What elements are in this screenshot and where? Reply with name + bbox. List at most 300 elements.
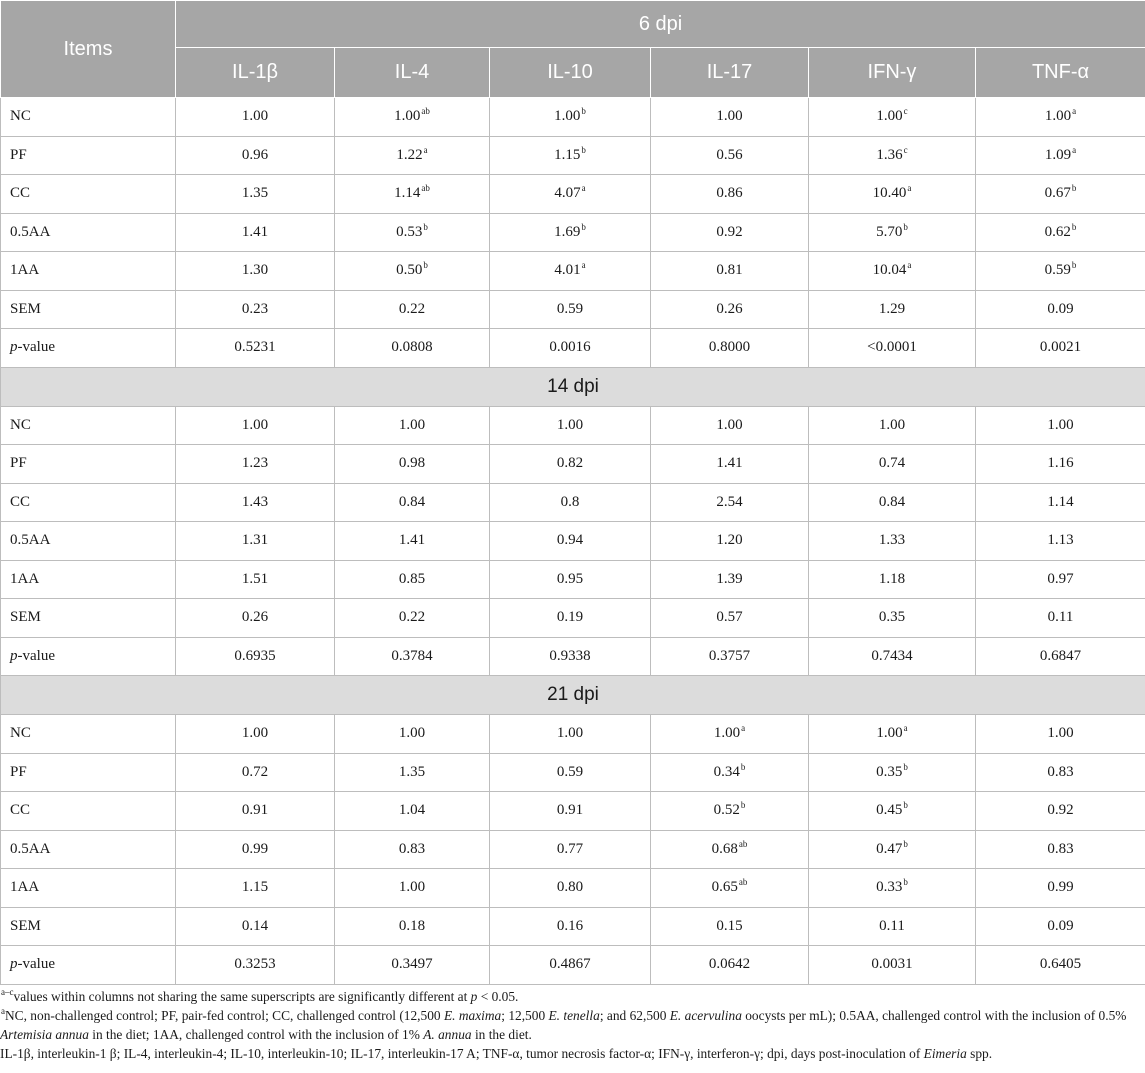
cell-value: 0.77: [556, 840, 584, 857]
cell-value: 1.22: [396, 146, 423, 163]
footnote-significance: [0, 987, 1136, 1006]
cell-value: 0.9338: [549, 647, 591, 664]
cell-value: 10.04: [872, 262, 907, 279]
data-cell: [176, 715, 335, 754]
cell-value: 0.94: [556, 532, 584, 549]
data-cell: [176, 445, 335, 484]
cell-value: 1.18: [878, 570, 906, 587]
data-cell: [335, 136, 490, 175]
table-row: [1, 483, 1145, 522]
data-cell: [809, 406, 976, 445]
cell-value: 1.14: [394, 185, 421, 202]
data-cell: [176, 599, 335, 638]
data-cell: [176, 830, 335, 869]
section-header-row: [1, 676, 1145, 715]
row-label: 1AA: [1, 252, 176, 291]
cell-value: 0.26: [241, 609, 269, 626]
cell-value: 0.96: [241, 146, 269, 163]
significance-superscript: b: [423, 260, 428, 271]
cell-value: 1.13: [1047, 532, 1074, 549]
cell-value: 0.3253: [234, 956, 276, 973]
footnote-cytokines: [0, 1044, 1136, 1063]
row-label: [1, 329, 176, 368]
footnotes: [0, 985, 1145, 1063]
data-cell: [176, 290, 335, 329]
cell-value: 1.69: [554, 223, 581, 240]
cell-value: 0.45: [876, 802, 903, 819]
data-cell: [335, 252, 490, 291]
row-label-italic: p: [10, 647, 18, 664]
table-row: [1, 560, 1145, 599]
table-row: [1, 175, 1145, 214]
data-cell: [976, 715, 1145, 754]
cell-value: 0.91: [556, 802, 584, 819]
cell-value: 5.70: [876, 223, 903, 240]
cell-value: 1.39: [716, 570, 743, 587]
row-label: CC: [1, 483, 176, 522]
cell-value: 0.6405: [1039, 956, 1082, 973]
cell-value: 0.22: [398, 300, 426, 317]
table-row: [1, 907, 1145, 946]
data-cell: [651, 946, 809, 985]
cell-value: 0.09: [1047, 300, 1074, 317]
column-header: IL-17: [651, 48, 809, 98]
footnote-text: E. tenella: [548, 1007, 600, 1023]
table-row: [1, 869, 1145, 908]
table-row: [1, 252, 1145, 291]
data-cell: [176, 792, 335, 831]
data-cell: [335, 715, 490, 754]
cell-value: 0.5231: [234, 339, 276, 356]
cell-value: 0.98: [398, 455, 426, 472]
row-label: SEM: [1, 599, 176, 638]
data-cell: [809, 329, 976, 368]
data-cell: [176, 637, 335, 676]
data-cell: [976, 445, 1145, 484]
cell-value: 0.26: [716, 300, 743, 317]
cell-value: 1.41: [716, 455, 743, 472]
data-cell: [490, 445, 651, 484]
significance-superscript: a: [581, 260, 586, 271]
cell-value: 0.86: [716, 185, 743, 202]
data-cell: [651, 406, 809, 445]
cell-value: 4.01: [554, 262, 581, 279]
cell-value: 1.00: [713, 725, 741, 742]
data-cell: [335, 830, 490, 869]
cell-value: 0.4867: [549, 956, 591, 973]
cell-value: 0.67: [1044, 185, 1071, 202]
footnote-text: A. annua: [423, 1026, 472, 1042]
table-row: [1, 830, 1145, 869]
significance-superscript: b: [581, 144, 586, 155]
data-cell: [976, 869, 1145, 908]
cell-value: 0.0021: [1039, 339, 1082, 356]
cell-value: 0.97: [1047, 570, 1074, 587]
significance-superscript: b: [581, 221, 586, 232]
cell-value: 1.41: [241, 223, 269, 240]
cell-value: 1.00: [241, 725, 269, 742]
data-cell: [809, 522, 976, 561]
cell-value: 1.51: [241, 570, 269, 587]
data-cell: [335, 753, 490, 792]
data-cell: [976, 406, 1145, 445]
data-cell: [490, 406, 651, 445]
data-cell: [809, 792, 976, 831]
data-cell: [490, 483, 651, 522]
cell-value: 1.23: [241, 455, 269, 472]
data-cell: [976, 560, 1145, 599]
cell-value: 0.23: [241, 300, 269, 317]
data-cell: [976, 753, 1145, 792]
table-row: [1, 329, 1145, 368]
data-cell: [809, 445, 976, 484]
significance-superscript: b: [903, 877, 908, 888]
table-row: [1, 753, 1145, 792]
data-cell: [490, 830, 651, 869]
cell-value: 1.00: [556, 725, 584, 742]
row-label: 0.5AA: [1, 213, 176, 252]
row-label: CC: [1, 175, 176, 214]
cell-value: 0.91: [241, 802, 269, 819]
cell-value: 1.16: [1047, 455, 1074, 472]
data-cell: [976, 329, 1145, 368]
data-cell: [176, 946, 335, 985]
data-cell: [809, 98, 976, 137]
cell-value: 1.14: [1047, 493, 1074, 510]
data-cell: [976, 290, 1145, 329]
data-cell: [651, 560, 809, 599]
cell-value: 0.11: [1047, 609, 1074, 626]
cell-value: 1.00: [1047, 416, 1074, 433]
section-title: 21 dpi: [1, 676, 1145, 715]
footnote-text: in the diet; 1AA, challenged control with the inclusion of 1%: [88, 1026, 424, 1042]
data-cell: [651, 290, 809, 329]
significance-superscript: b: [903, 800, 908, 811]
cell-value: 0.6935: [234, 647, 276, 664]
cell-value: 0.84: [878, 493, 906, 510]
data-cell: [335, 406, 490, 445]
cell-value: 1.15: [554, 146, 581, 163]
table-row: [1, 445, 1145, 484]
cell-value: 0.83: [1047, 763, 1074, 780]
data-cell: [651, 907, 809, 946]
data-cell: [976, 98, 1145, 137]
data-cell: [809, 290, 976, 329]
cell-value: 0.83: [398, 840, 426, 857]
data-cell: [335, 946, 490, 985]
data-cell: [651, 830, 809, 869]
cell-value: 0.52: [713, 802, 740, 819]
cell-value: <0.0001: [867, 339, 917, 356]
cell-value: 1.00: [1047, 725, 1074, 742]
data-cell: [809, 869, 976, 908]
significance-superscript: b: [903, 761, 908, 772]
significance-superscript: a: [581, 183, 586, 194]
cell-value: 1.41: [398, 532, 426, 549]
cell-value: 0.68: [711, 840, 738, 857]
cell-value: 0.16: [556, 917, 584, 934]
cell-value: 1.00: [556, 416, 584, 433]
data-cell: [335, 907, 490, 946]
cell-value: 1.43: [241, 493, 269, 510]
row-label-rest: -value: [17, 647, 55, 664]
data-cell: [490, 792, 651, 831]
row-label: 0.5AA: [1, 830, 176, 869]
data-cell: [490, 98, 651, 137]
cell-value: 4.07: [554, 185, 581, 202]
table-row: [1, 290, 1145, 329]
significance-superscript: a: [423, 144, 428, 155]
data-cell: [335, 483, 490, 522]
cell-value: 0.0642: [708, 956, 751, 973]
data-cell: [809, 136, 976, 175]
data-cell: [976, 136, 1145, 175]
cell-value: 0.35: [876, 763, 903, 780]
data-cell: [809, 483, 976, 522]
row-label: [1, 637, 176, 676]
significance-superscript: a: [741, 723, 746, 734]
cell-value: 0.0016: [549, 339, 591, 356]
cell-value: 0.0031: [871, 956, 913, 973]
significance-superscript: ab: [738, 838, 748, 849]
column-header: IL-10: [490, 48, 651, 98]
section-header-row: [1, 367, 1145, 406]
cell-value: 0.83: [1047, 840, 1074, 857]
column-header: IL-1β: [176, 48, 335, 98]
cell-value: 0.59: [1044, 262, 1071, 279]
cell-value: 0.95: [556, 570, 584, 587]
cell-value: 1.00: [398, 416, 426, 433]
data-cell: [809, 599, 976, 638]
cell-value: 0.72: [241, 763, 269, 780]
cell-value: 1.31: [241, 532, 269, 549]
row-label: PF: [1, 445, 176, 484]
data-cell: [651, 753, 809, 792]
cell-value: 1.09: [1044, 146, 1072, 163]
row-label: NC: [1, 715, 176, 754]
significance-superscript: b: [581, 106, 586, 117]
cell-value: 1.00: [398, 879, 426, 896]
footnote-text: NC, non-challenged control; PF, pair-fed control; CC, challenged control (12,500: [5, 1007, 444, 1023]
significance-superscript: c: [903, 144, 908, 155]
data-cell: [335, 290, 490, 329]
cell-value: 0.8: [560, 493, 580, 510]
significance-superscript: a: [903, 723, 908, 734]
footnote-marker: a: [1, 1005, 5, 1016]
data-cell: [176, 406, 335, 445]
cell-value: 0.09: [1047, 917, 1074, 934]
data-cell: [651, 252, 809, 291]
significance-superscript: a: [1072, 144, 1077, 155]
cell-value: 0.80: [556, 879, 584, 896]
data-cell: [176, 522, 335, 561]
cell-value: 0.47: [876, 840, 903, 857]
data-cell: [809, 715, 976, 754]
data-cell: [490, 869, 651, 908]
data-cell: [976, 175, 1145, 214]
data-cell: [176, 753, 335, 792]
data-cell: [490, 213, 651, 252]
data-cell: [490, 175, 651, 214]
data-cell: [335, 560, 490, 599]
significance-superscript: b: [740, 800, 746, 811]
group-header: 6 dpi: [176, 1, 1145, 48]
cell-value: 1.00: [876, 108, 903, 125]
significance-superscript: b: [423, 221, 428, 232]
footnote-text: IL-1β, interleukin-1 β; IL-4, interleukin-4; IL-10, interleukin-10; IL-17, interleukin-17 A; TNF-α, tumor necrosis factor-α; IFN-γ, interferon-γ; dpi, days post-inoculation of: [0, 1045, 924, 1061]
cell-value: 1.35: [241, 185, 269, 202]
significance-superscript: c: [903, 106, 908, 117]
cell-value: 1.30: [241, 262, 269, 279]
data-cell: [335, 599, 490, 638]
cell-value: 1.00: [241, 108, 269, 125]
data-cell: [651, 213, 809, 252]
data-cell: [490, 946, 651, 985]
cell-value: 0.33: [876, 879, 903, 896]
data-cell: [976, 907, 1145, 946]
data-cell: [176, 907, 335, 946]
data-cell: [176, 483, 335, 522]
items-header: Items: [1, 1, 176, 98]
data-cell: [976, 830, 1145, 869]
footnote-text: Eimeria: [923, 1045, 967, 1061]
data-cell: [976, 792, 1145, 831]
data-cell: [976, 522, 1145, 561]
data-cell: [976, 599, 1145, 638]
cell-value: 0.74: [878, 455, 906, 472]
cell-value: 1.35: [398, 763, 426, 780]
data-cell: [809, 907, 976, 946]
cell-value: 0.50: [396, 262, 423, 279]
cell-value: 1.00: [1044, 108, 1072, 125]
table-row: [1, 98, 1145, 137]
cell-value: 1.00: [554, 108, 581, 125]
data-cell: [490, 753, 651, 792]
cell-value: 1.36: [876, 146, 903, 163]
data-cell: [490, 136, 651, 175]
row-label: PF: [1, 753, 176, 792]
cell-value: 0.3784: [391, 647, 433, 664]
table-row: [1, 213, 1145, 252]
data-cell: [651, 445, 809, 484]
data-cell: [490, 715, 651, 754]
significance-superscript: ab: [421, 183, 430, 194]
table-body: [1, 98, 1145, 985]
data-cell: [490, 907, 651, 946]
data-cell: [176, 869, 335, 908]
row-label: PF: [1, 136, 176, 175]
cell-value: 10.40: [872, 185, 907, 202]
data-cell: [651, 136, 809, 175]
row-label: NC: [1, 406, 176, 445]
cell-value: 1.15: [241, 879, 269, 896]
cell-value: 0.85: [398, 570, 426, 587]
data-cell: [976, 213, 1145, 252]
data-cell: [176, 175, 335, 214]
cell-value: 1.29: [878, 300, 906, 317]
data-cell: [490, 290, 651, 329]
cell-value: 0.14: [241, 917, 269, 934]
cell-value: 0.92: [1047, 802, 1074, 819]
data-cell: [651, 175, 809, 214]
cell-value: 1.33: [878, 532, 906, 549]
row-label: SEM: [1, 907, 176, 946]
data-cell: [490, 560, 651, 599]
footnote-text: p: [470, 988, 478, 1004]
footnote-text: ; and 62,500: [599, 1007, 670, 1023]
cell-value: 1.00: [241, 416, 269, 433]
cell-value: 1.20: [716, 532, 743, 549]
data-cell: [809, 753, 976, 792]
data-cell: [809, 252, 976, 291]
cell-value: 0.59: [556, 300, 584, 317]
significance-superscript: b: [1071, 260, 1077, 271]
data-cell: [335, 175, 490, 214]
significance-superscript: a: [907, 183, 912, 194]
data-cell: [809, 213, 976, 252]
cell-value: 0.92: [716, 223, 743, 240]
table-row: [1, 522, 1145, 561]
cell-value: 0.7434: [871, 647, 913, 664]
significance-superscript: b: [903, 221, 908, 232]
cell-value: 1.00: [716, 108, 743, 125]
footnote-text: spp.: [966, 1045, 993, 1061]
data-cell: [651, 483, 809, 522]
footnote-text: in the diet.: [471, 1026, 532, 1042]
table-row: [1, 136, 1145, 175]
cell-value: 0.3757: [708, 647, 751, 664]
row-label-italic: p: [10, 956, 18, 973]
cell-value: 0.59: [556, 763, 584, 780]
data-cell: [651, 637, 809, 676]
cell-value: 0.84: [398, 493, 426, 510]
table-row: [1, 599, 1145, 638]
data-cell: [335, 792, 490, 831]
table-row: [1, 946, 1145, 985]
cell-value: 0.8000: [708, 339, 751, 356]
cell-value: 0.11: [879, 917, 905, 934]
section-title: 14 dpi: [1, 367, 1145, 406]
data-cell: [651, 522, 809, 561]
cell-value: 0.6847: [1039, 647, 1082, 664]
data-cell: [809, 946, 976, 985]
cell-value: 1.00: [394, 108, 421, 125]
row-label: [1, 946, 176, 985]
footnote-text: ; 12,500: [501, 1007, 549, 1023]
data-cell: [809, 560, 976, 599]
column-header: IL-4: [335, 48, 490, 98]
cell-value: 0.81: [716, 262, 743, 279]
data-cell: [651, 98, 809, 137]
significance-superscript: b: [903, 838, 908, 849]
significance-superscript: a: [907, 260, 912, 271]
cell-value: 0.0808: [391, 339, 433, 356]
data-cell: [490, 329, 651, 368]
column-header: TNF-α: [976, 48, 1145, 98]
footnote-text: E. maxima: [443, 1007, 502, 1023]
significance-superscript: a: [1072, 106, 1077, 117]
row-label: 0.5AA: [1, 522, 176, 561]
data-cell: [176, 252, 335, 291]
row-label-rest: -value: [17, 339, 55, 356]
footnote-abbreviations: [0, 1006, 1136, 1044]
row-label-rest: -value: [17, 956, 55, 973]
data-cell: [651, 329, 809, 368]
table-row: [1, 792, 1145, 831]
data-cell: [335, 98, 490, 137]
cell-value: 0.53: [396, 223, 423, 240]
data-cell: [335, 637, 490, 676]
